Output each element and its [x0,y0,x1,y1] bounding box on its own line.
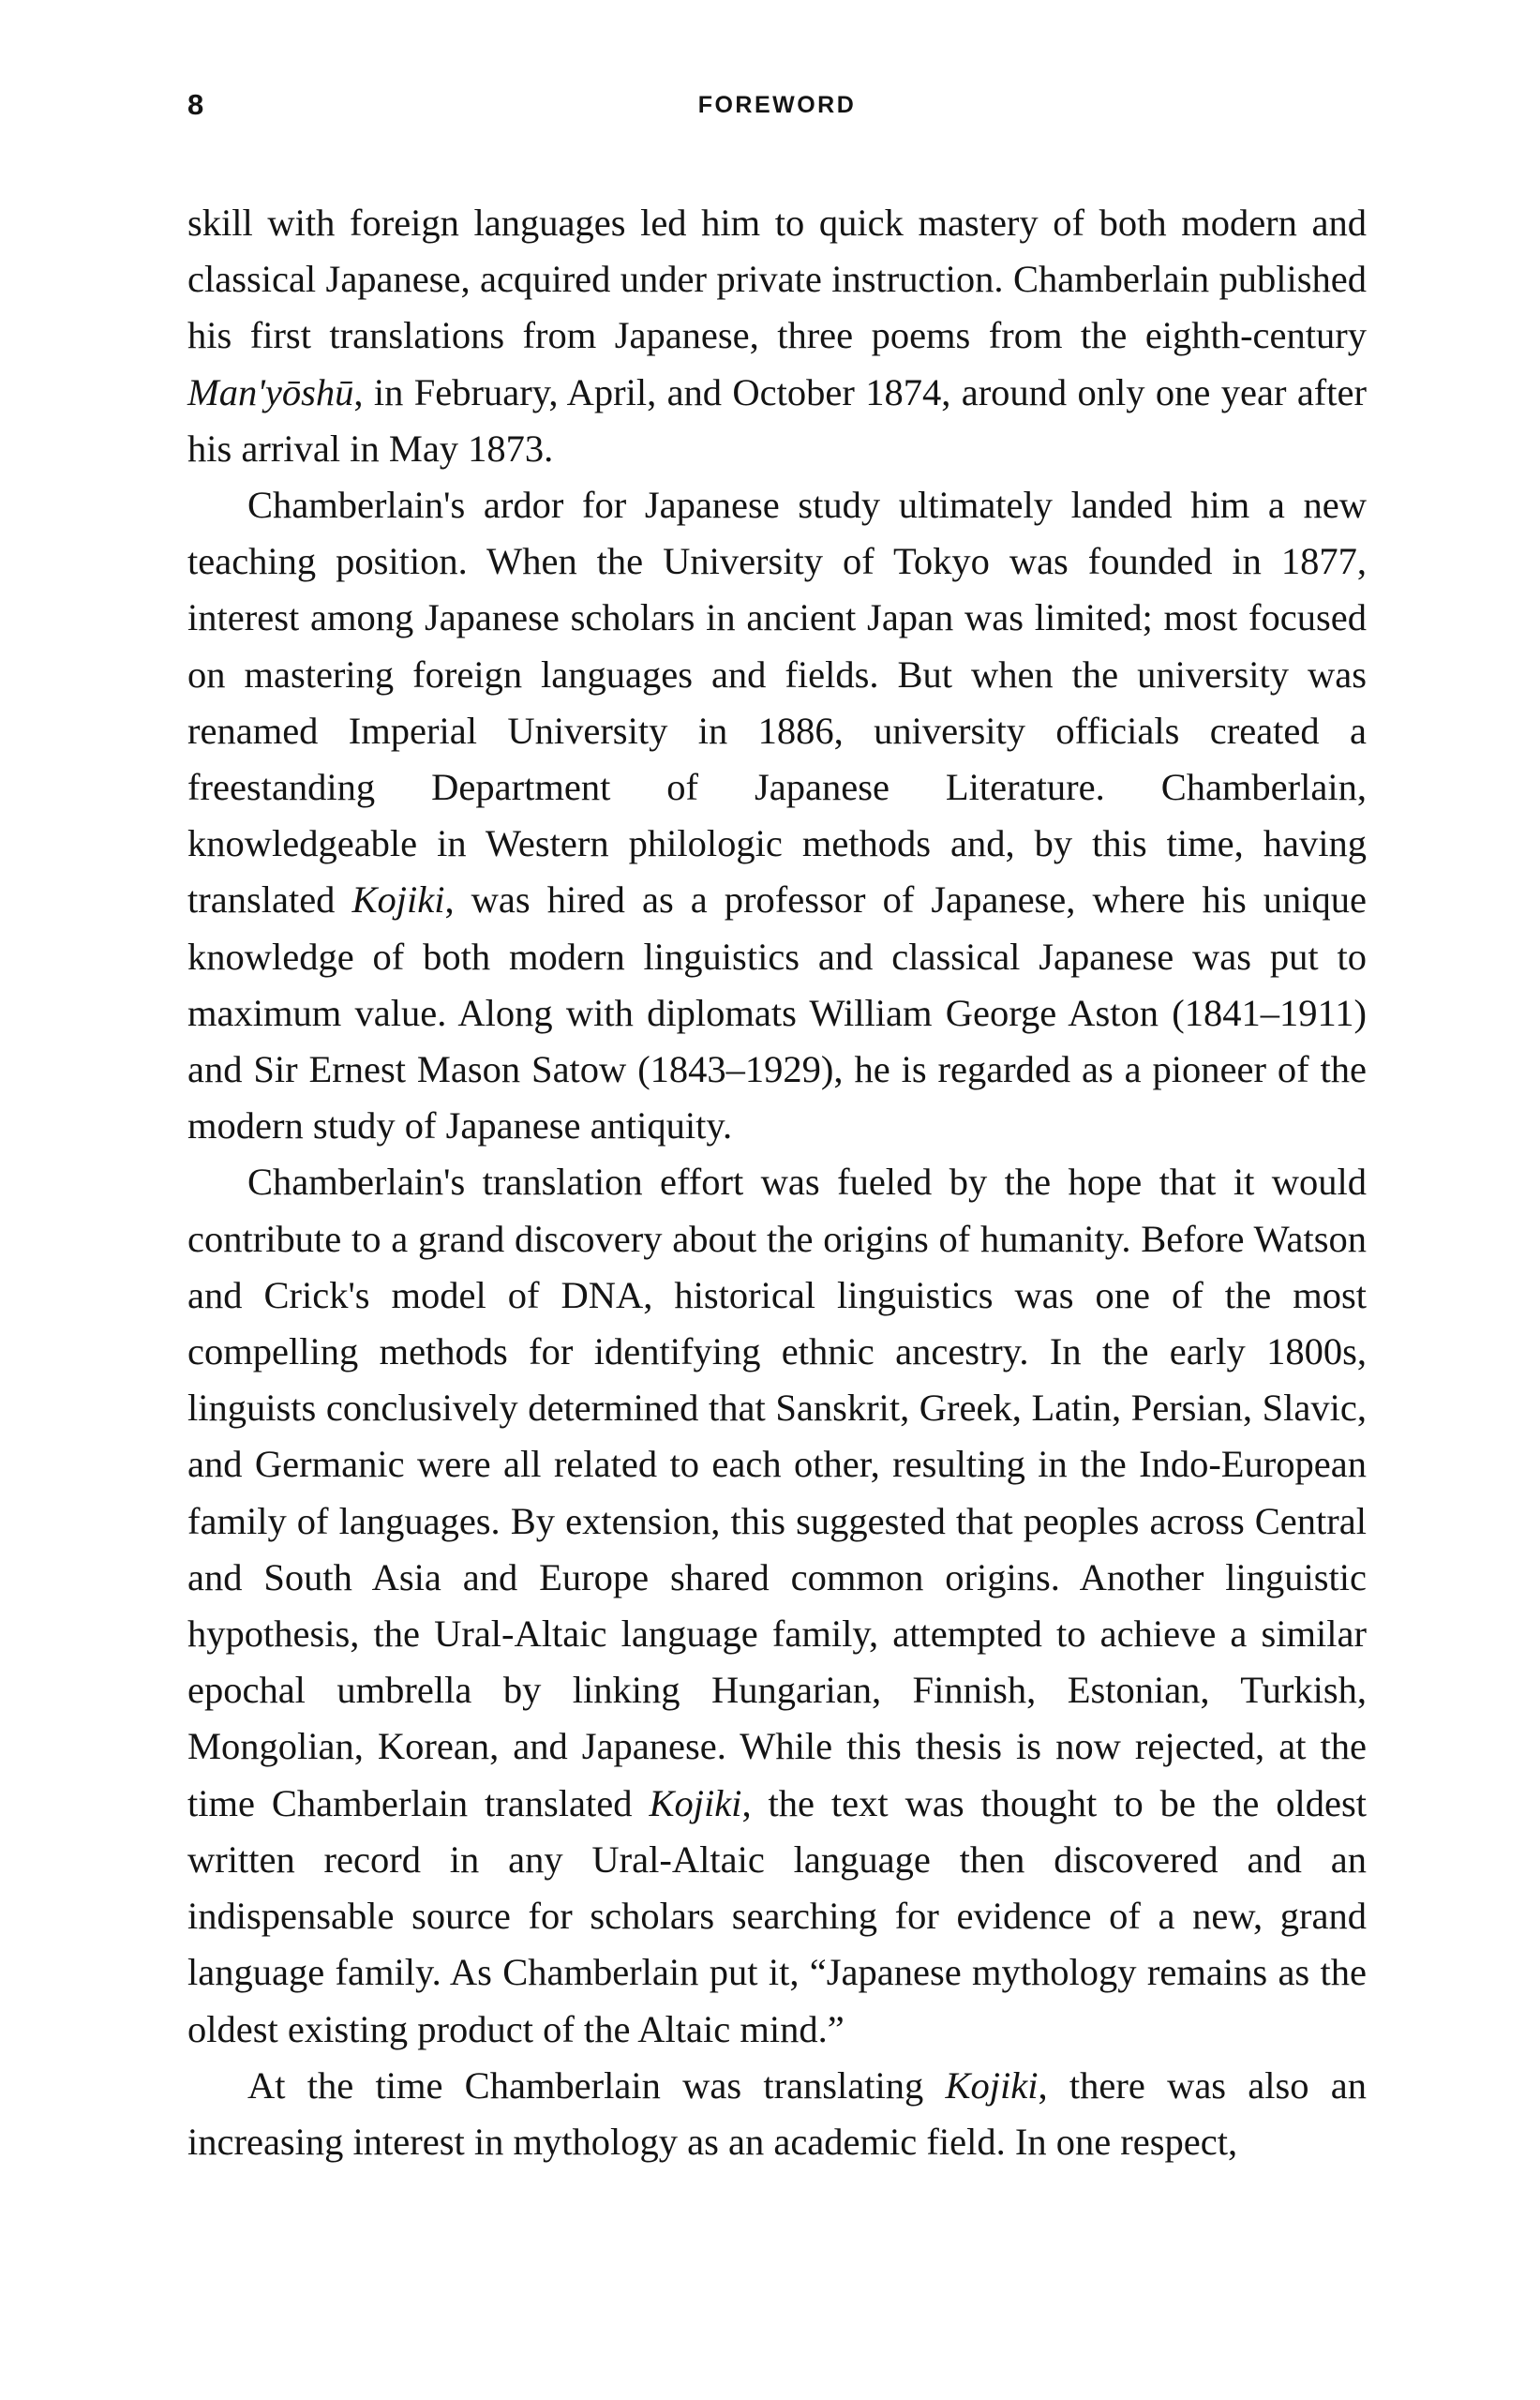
paragraph [187,1154,1367,2057]
text-run: At the time Chamberlain was translating [247,2063,946,2107]
paragraph [187,477,1367,1154]
italic-title: Man'yōshū [187,370,354,413]
text-run: , was hired as a professor of Japanese, where his unique knowledge of both modern linguistics and classical Japanese was put to maximum value. Along with diplomats William George Aston (1841–1911) and Sir Ernest Mason Satow (1843–1929), he is regarded as a pioneer of the modern study of Japanese antiquity. [187,878,1367,1148]
body-text [187,195,1367,2170]
text-run: Chamberlain's translation effort was fueled by the hope that it would contribute to a grand discovery about the origins of humanity. Before Watson and Crick's model of DNA, historical linguistics was one of the most compelling methods for identifying ethnic ancestry. In the early 1800s, linguists conclusively determined that Sanskrit, Greek, Latin, Persian, Slavic, and Germanic were all related to each other, resulting in the Indo-European family of languages. By extension, this suggested that peoples across Central and South Asia and Europe shared common origins. Another linguistic hypothesis, the Ural-Altaic language family, attempted to achieve a similar epochal umbrella by linking Hungarian, Finnish, Estonian, Turkish, Mongolian, Korean, and Japanese. While this thesis is now rejected, at the time Chamberlain translated [187,1161,1367,1824]
paragraph [187,2058,1367,2170]
running-head [187,86,1367,124]
page-number: 8 [187,88,204,121]
italic-title: Kojiki [945,2063,1039,2107]
text-run: , in February, April, and October 1874, around only one year after his arrival in May 1873. [187,370,1367,470]
italic-title: Kojiki [649,1781,742,1824]
text-run: skill with foreign languages led him to quick mastery of both modern and classical Japanese, acquired under private instruction. Chamberlain published his first translations from Japanese, three poems from the eighth-century [187,202,1367,357]
text-run: , the text was thought to be the oldest written record in any Ural-Altaic language then discovered and an indispensable source for scholars searching for evidence of a new, grand language family. As Chamberlain put it, “Japanese mythology remains as the oldest existing product of the Altaic mind.” [187,1781,1367,2050]
text-run: , there was also an increasing interest in mythology as an academic field. In one respect, [187,2063,1368,2163]
italic-title: Kojiki [351,878,445,922]
running-head-title: FOREWORD [697,92,857,118]
paragraph [187,195,1367,477]
text-run: Chamberlain's ardor for Japanese study ultimately landed him a new teaching position. When the University of Tokyo was founded in 1877, interest among Japanese scholars in ancient Japan was limited; most focused on mastering foreign languages and fields. But when the university was renamed Imperial University in 1886, university officials created a freestanding Department of Japanese Literature. Chamberlain, knowledgeable in Western philologic methods and, by this time, having translated [187,484,1367,922]
